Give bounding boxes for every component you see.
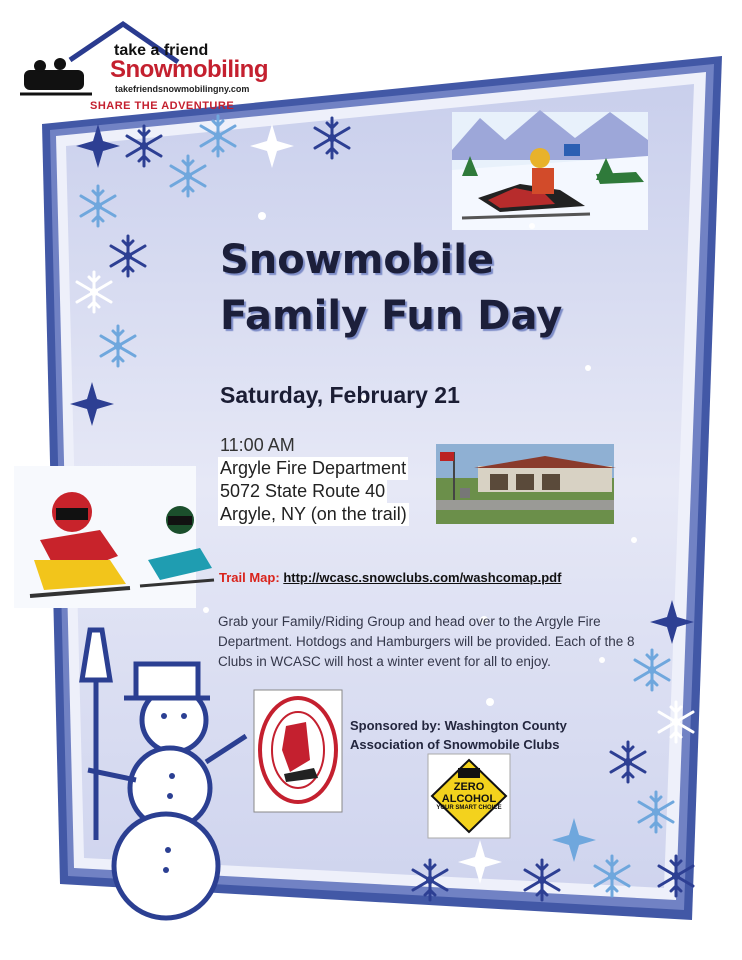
event-date: Saturday, February 21 [220, 382, 460, 408]
event-time: 11:00 AM [220, 435, 295, 455]
event-title-line1: Snowmobile [220, 237, 495, 283]
zero-line1: ZERO [453, 781, 485, 793]
logo-line2: Snowmobiling [110, 56, 268, 83]
sponsor-line2: Association of Snowmobile Clubs [350, 737, 560, 752]
trail-map-link[interactable]: http://wcasc.snowclubs.com/washcomap.pdf [283, 570, 562, 585]
event-description: Grab your Family/Riding Group and head over to the Argyle Fire Department. Hotdogs and Hamburgers will be provided. Each of the 8 Clubs in WCASC will host a winter event for all to enjoy. [218, 614, 635, 669]
zero-line2: ALCOHOL [441, 793, 497, 805]
sponsor-text [350, 716, 610, 754]
event-venue: Argyle Fire Department [220, 458, 407, 478]
event-city: Argyle, NY (on the trail) [220, 504, 407, 524]
logo-url: takefriendsnowmobilingny.com [115, 84, 250, 94]
snowmobile-scene-illustration [452, 110, 648, 230]
zero-line3: YOUR SMART CHOICE [436, 805, 502, 811]
trail-map [219, 570, 561, 585]
wcasc-seal-logo [254, 690, 342, 812]
logo-line1: take a friend [114, 42, 209, 59]
logo-tagline: SHARE THE ADVENTURE [90, 100, 235, 112]
event-title-line2: Family Fun Day [220, 293, 563, 339]
zero-alcohol-text [436, 781, 502, 812]
riders-illustration [14, 466, 214, 608]
fire-department-photo [436, 444, 616, 524]
take-a-friend-logo [22, 18, 268, 114]
event-title [220, 232, 620, 344]
trail-map-label: Trail Map: [219, 570, 280, 585]
sponsor-line1: Sponsored by: Washington County [350, 718, 567, 733]
event-details [218, 434, 409, 526]
event-address: 5072 State Route 40 [220, 481, 386, 501]
